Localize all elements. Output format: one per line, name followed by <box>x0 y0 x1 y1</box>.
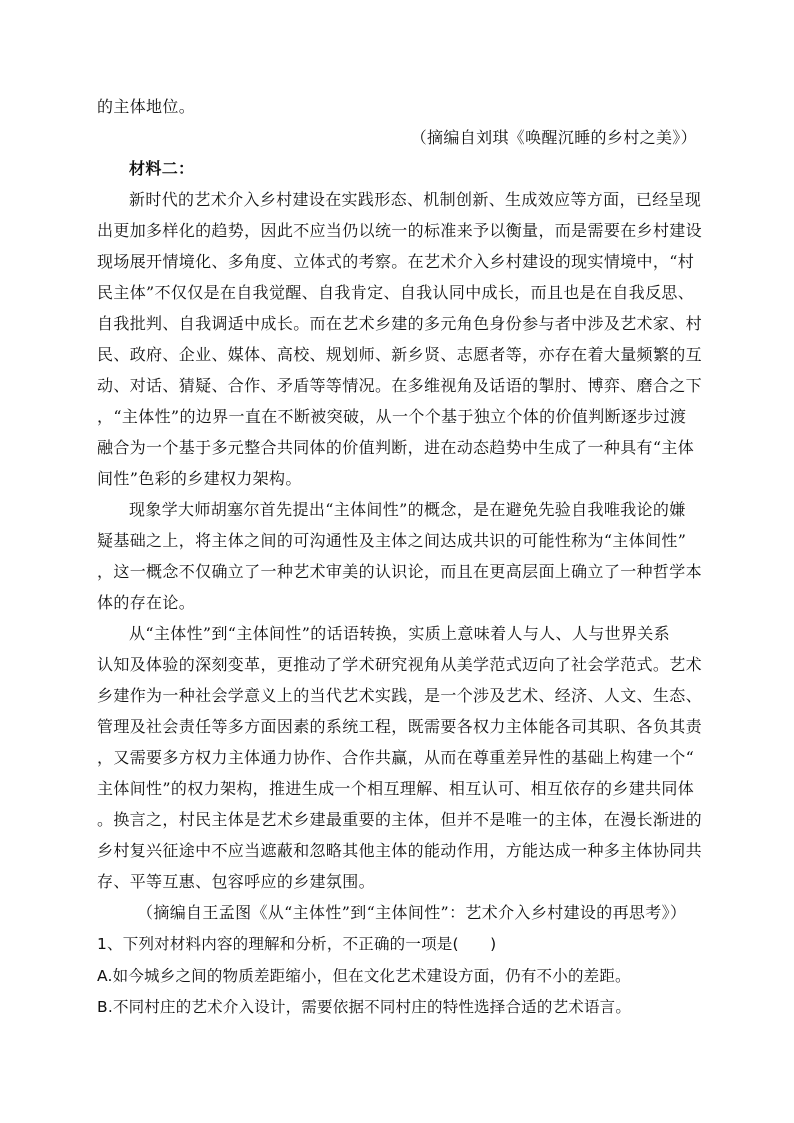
paragraph-line: 现象学大师胡塞尔首先提出“主体间性”的概念，是在避免先验自我唯我论的嫌 <box>129 500 686 519</box>
option-a: A.如今城乡之间的物质差距缩小，但在文化艺术建设方面，仍有不小的差距。 <box>97 967 631 985</box>
paragraph-line: 现场展开情境化、多角度、立体式的考察。在艺术介入乡村建设的现实情境中，“村 <box>97 252 695 271</box>
paragraph-line: 自我批判、自我调适中成长。而在艺术乡建的多元角色身份参与者中涉及艺术家、村 <box>97 314 702 333</box>
paragraph-line: 从“主体性”到“主体间性”的话语转换，实质上意味着人与人、人与世界关系 <box>129 624 670 643</box>
paragraph-line: 认知及体验的深刻变革，更推动了学术研究视角从美学范式迈向了社会学范式。艺术 <box>97 655 702 674</box>
paragraph-line: 动、对话、猜疑、合作、矛盾等等情况。在多维视角及话语的掣肘、博弈、磨合之下 <box>97 376 702 395</box>
material1-source: （摘编自刘琪《唤醒沉睡的乡村之美》） <box>410 128 697 147</box>
paragraph-line: ，又需要多方权力主体通力协作、合作共赢，从而在尊重差异性的基础上构建一个“ <box>97 748 695 767</box>
paragraph-line: ，这一概念不仅确立了一种艺术审美的认识论，而且在更高层面上确立了一种哲学本 <box>97 562 702 581</box>
paragraph-line: 民主体”不仅仅是在自我觉醒、自我肯定、自我认同中成长，而且也是在自我反思、 <box>97 283 695 302</box>
paragraph-line: 存、平等互惠、包容呼应的乡建氛围。 <box>97 872 375 891</box>
paragraph-line: 出更加多样化的趋势，因此不应当仍以统一的标准来予以衡量，而是需要在乡村建设 <box>97 221 702 240</box>
paragraph-line: 乡村复兴征途中不应当遮蔽和忽略其他主体的能动作用，方能达成一种多主体协同共 <box>97 841 702 860</box>
paragraph-line: 间性”色彩的乡建权力架构。 <box>97 469 302 488</box>
material1-tail: 的主体地位。 <box>97 97 196 116</box>
option-b: B.不同村庄的艺术介入设计，需要依据不同村庄的特性选择合适的艺术语言。 <box>97 998 632 1016</box>
question-stem: 1、下列对材料内容的理解和分析，不正确的一项是( ) <box>97 935 497 953</box>
paragraph-line: 新时代的艺术介入乡村建设在实践形态、机制创新、生成效应等方面，已经呈现 <box>129 190 702 209</box>
paragraph-line: 融合为一个基于多元整合共同体的价值判断，进在动态趋势中生成了一种具有“主体 <box>97 438 695 457</box>
paragraph-line: 。换言之，村民主体是艺术乡建最重要的主体，但并不是唯一的主体，在漫长渐进的 <box>97 810 702 829</box>
paragraph-line: 乡建作为一种社会学意义上的当代艺术实践，是一个涉及艺术、经济、人文、生态、 <box>97 686 702 705</box>
paragraph-line: 主体间性”的权力架构，推进生成一个相互理解、相互认可、相互依存的乡建共同体 <box>97 779 695 798</box>
paragraph-line: 疑基础之上，将主体之间的可沟通性及主体之间达成共识的可能性称为“主体间性” <box>97 531 687 550</box>
paragraph-line: 体的存在论。 <box>97 593 196 612</box>
material2-heading: 材料二： <box>129 159 195 178</box>
paragraph-line: 民、政府、企业、媒体、高校、规划师、新乡贤、志愿者等，亦存在着大量频繁的互 <box>97 345 702 364</box>
paragraph-line: ，“主体性”的边界一直在不断被突破，从一个个基于独立个体的价值判断逐步过渡 <box>97 407 687 426</box>
paragraph-line: 管理及社会责任等多方面因素的系统工程，既需要各权力主体能各司其职、各负其责 <box>97 717 702 736</box>
material2-source: （摘编自王孟图《从“主体性”到“主体间性”：艺术介入乡村建设的再思考》） <box>137 903 687 922</box>
